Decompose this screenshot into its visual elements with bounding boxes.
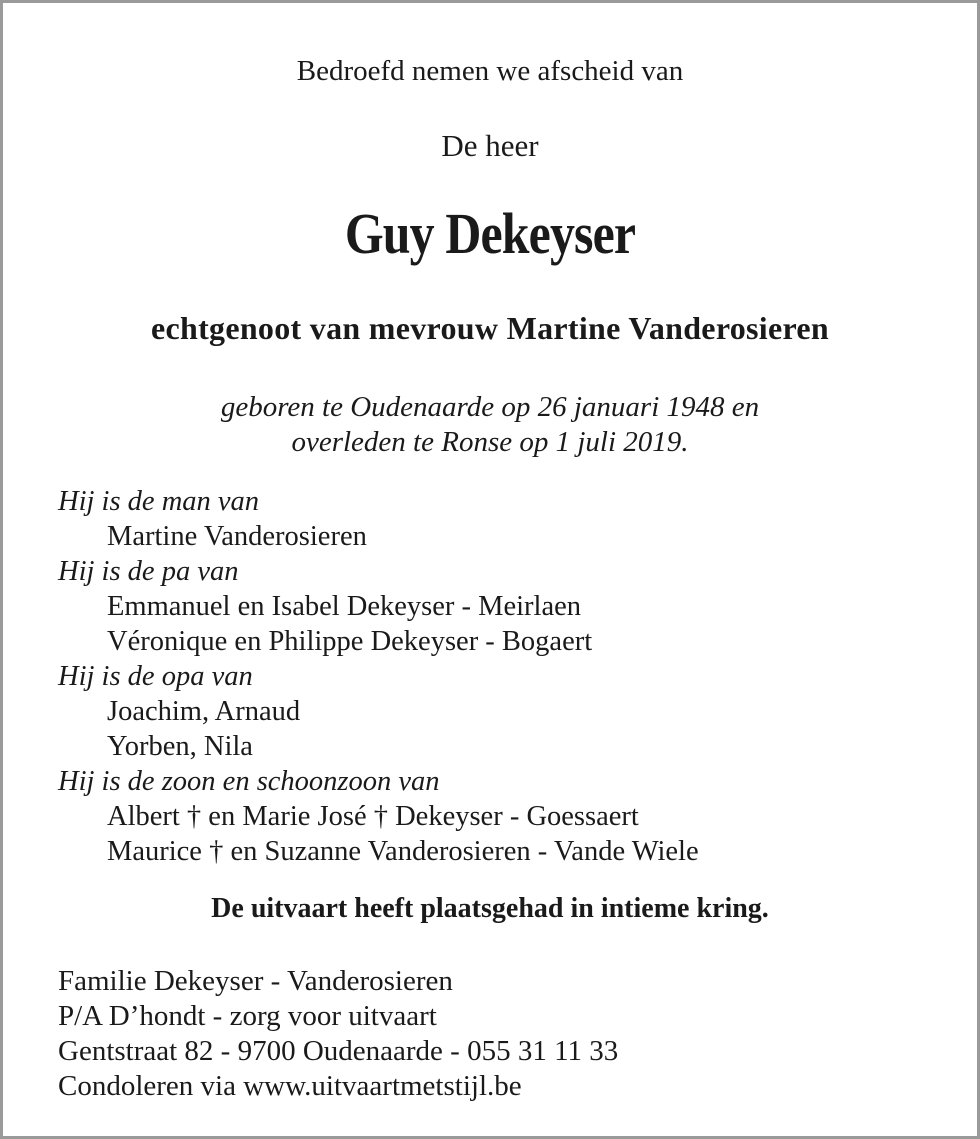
intro-line: Bedroefd nemen we afscheid van <box>296 55 684 87</box>
contact-address: Gentstraat 82 - 9700 Oudenaarde - 055 31 11 33 <box>58 1035 619 1067</box>
relation-heading: Hij is de opa van <box>58 661 253 692</box>
family-member: Maurice † en Suzanne Vanderosieren - Vande Wiele <box>107 836 699 867</box>
relation-heading: Hij is de zoon en schoonzoon van <box>58 766 440 797</box>
contact-family: Familie Dekeyser - Vanderosieren <box>58 965 453 997</box>
family-member: Emmanuel en Isabel Dekeyser - Meirlaen <box>107 591 582 622</box>
birth-line: geboren te Oudenaarde op 26 januari 1948 en <box>220 391 760 423</box>
family-member: Martine Vanderosieren <box>107 521 367 552</box>
family-member: Albert † en Marie José † Dekeyser - Goessaert <box>107 801 639 832</box>
family-member: Yorben, Nila <box>107 731 253 762</box>
relation-heading: Hij is de pa van <box>58 556 239 587</box>
contact-care-of: P/A D’hondt - zorg voor uitvaart <box>58 1000 437 1032</box>
family-member: Joachim, Arnaud <box>107 696 301 727</box>
funeral-note: De uitvaart heeft plaatsgehad in intieme kring. <box>211 893 769 924</box>
relation-heading: Hij is de man van <box>58 486 260 517</box>
family-list <box>58 484 699 869</box>
title-prefix: De heer <box>441 128 539 163</box>
life-dates <box>0 390 980 460</box>
contact-condolences: Condoleren via www.uitvaartmetstijl.be <box>58 1070 522 1102</box>
family-member: Véronique en Philippe Dekeyser - Bogaert <box>107 626 593 657</box>
spouse-line: echtgenoot van mevrouw Martine Vanderosieren <box>150 310 830 346</box>
deceased-name: Guy Dekeyser <box>344 201 636 266</box>
contact-block <box>58 964 618 1104</box>
death-line: overleden te Ronse op 1 juli 2019. <box>291 426 689 458</box>
